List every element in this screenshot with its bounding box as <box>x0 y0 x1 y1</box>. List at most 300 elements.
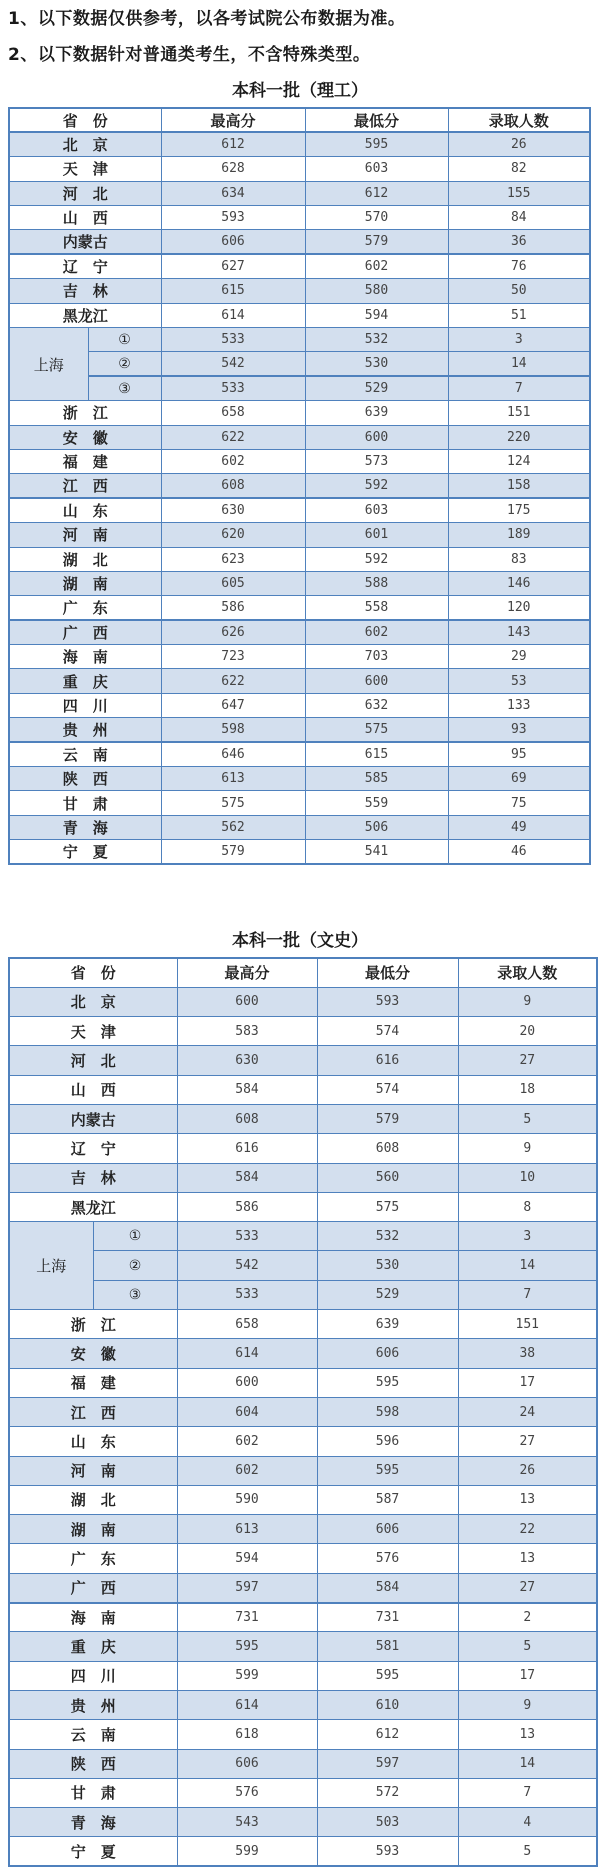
min-score-cell: 560 <box>317 1163 458 1192</box>
min-score-cell: 575 <box>305 718 448 742</box>
min-score-cell: 559 <box>305 791 448 815</box>
province-cell: 黑龙江 <box>9 1192 177 1221</box>
max-score-cell: 583 <box>177 1017 317 1046</box>
province-cell: 内蒙古 <box>9 1104 177 1133</box>
min-score-cell: 608 <box>317 1134 458 1163</box>
province-cell: 云 南 <box>9 1720 177 1749</box>
table-row <box>9 718 590 742</box>
province-cell: 山 西 <box>9 1075 177 1104</box>
max-score-cell: 584 <box>177 1075 317 1104</box>
admitted-count-cell: 5 <box>458 1104 597 1133</box>
header-admitted-count: 录取人数 <box>448 108 590 132</box>
min-score-cell: 606 <box>317 1515 458 1544</box>
table-row-shanghai <box>9 1222 597 1251</box>
max-score-cell: 612 <box>161 132 305 156</box>
max-score-cell: 606 <box>177 1749 317 1778</box>
table-row <box>9 1573 597 1602</box>
max-score-cell: 630 <box>177 1046 317 1075</box>
admitted-count-cell: 76 <box>448 254 590 278</box>
max-score-cell: 604 <box>177 1397 317 1426</box>
header-admitted-count: 录取人数 <box>458 958 597 987</box>
sub-batch-cell: ② <box>88 352 161 376</box>
max-score-cell: 618 <box>177 1720 317 1749</box>
admission-table-liberal-arts <box>8 957 598 1867</box>
admitted-count-cell: 49 <box>448 815 590 839</box>
max-score-cell: 576 <box>177 1778 317 1807</box>
header-row <box>9 108 590 132</box>
province-cell: 海 南 <box>9 645 161 669</box>
min-score-cell: 558 <box>305 596 448 620</box>
min-score-cell: 570 <box>305 206 448 230</box>
admitted-count-cell: 4 <box>458 1808 597 1837</box>
min-score-cell: 506 <box>305 815 448 839</box>
admitted-count-cell: 8 <box>458 1192 597 1221</box>
min-score-cell: 639 <box>317 1310 458 1339</box>
min-score-cell: 612 <box>305 181 448 205</box>
header-province: 省 份 <box>9 958 177 987</box>
table-row <box>9 767 590 791</box>
province-cell: 青 海 <box>9 815 161 839</box>
min-score-cell: 530 <box>305 352 448 376</box>
min-score-cell: 612 <box>317 1720 458 1749</box>
province-cell: 辽 宁 <box>9 254 161 278</box>
min-score-cell: 601 <box>305 523 448 547</box>
min-score-cell: 588 <box>305 571 448 595</box>
max-score-cell: 542 <box>161 352 305 376</box>
admitted-count-cell: 151 <box>448 401 590 425</box>
province-cell: 浙 江 <box>9 401 161 425</box>
admitted-count-cell: 20 <box>458 1017 597 1046</box>
admitted-count-cell: 38 <box>458 1339 597 1368</box>
admitted-count-cell: 27 <box>458 1427 597 1456</box>
min-score-cell: 595 <box>317 1368 458 1397</box>
max-score-cell: 590 <box>177 1485 317 1514</box>
province-cell: 宁 夏 <box>9 1837 177 1866</box>
max-score-cell: 543 <box>177 1808 317 1837</box>
header-min-score: 最低分 <box>305 108 448 132</box>
max-score-cell: 628 <box>161 157 305 181</box>
admitted-count-cell: 146 <box>448 571 590 595</box>
province-cell: 北 京 <box>9 132 161 156</box>
min-score-cell: 585 <box>305 767 448 791</box>
min-score-cell: 639 <box>305 401 448 425</box>
max-score-cell: 602 <box>177 1427 317 1456</box>
min-score-cell: 575 <box>317 1192 458 1221</box>
province-cell: 辽 宁 <box>9 1134 177 1163</box>
table-row <box>9 401 590 425</box>
min-score-cell: 703 <box>305 645 448 669</box>
table-row-shanghai <box>9 1280 597 1309</box>
province-cell: 广 西 <box>9 620 161 644</box>
province-cell: 甘 肃 <box>9 1778 177 1807</box>
table-row <box>9 279 590 303</box>
admitted-count-cell: 143 <box>448 620 590 644</box>
table-row <box>9 254 590 278</box>
table-row <box>9 1808 597 1837</box>
province-cell: 青 海 <box>9 1808 177 1837</box>
admitted-count-cell: 69 <box>448 767 590 791</box>
table-row <box>9 1134 597 1163</box>
table-row <box>9 596 590 620</box>
province-cell: 贵 州 <box>9 718 161 742</box>
min-score-cell: 615 <box>305 742 448 766</box>
min-score-cell: 606 <box>317 1339 458 1368</box>
province-cell: 重 庆 <box>9 1632 177 1661</box>
min-score-cell: 610 <box>317 1690 458 1719</box>
province-cell: 河 南 <box>9 523 161 547</box>
table-row <box>9 523 590 547</box>
table-row <box>9 157 590 181</box>
table-row <box>9 669 590 693</box>
table-row <box>9 987 597 1016</box>
table-row <box>9 1720 597 1749</box>
table-row <box>9 474 590 498</box>
province-cell: 内蒙古 <box>9 230 161 254</box>
min-score-cell: 597 <box>317 1749 458 1778</box>
table-row <box>9 1690 597 1719</box>
max-score-cell: 615 <box>161 279 305 303</box>
table-row <box>9 1485 597 1514</box>
province-cell: 陕 西 <box>9 767 161 791</box>
max-score-cell: 584 <box>177 1163 317 1192</box>
province-cell: 湖 北 <box>9 547 161 571</box>
admitted-count-cell: 5 <box>458 1837 597 1866</box>
table-row <box>9 1427 597 1456</box>
table-row <box>9 1661 597 1690</box>
table-row <box>9 303 590 327</box>
min-score-cell: 579 <box>317 1104 458 1133</box>
admitted-count-cell: 17 <box>458 1661 597 1690</box>
max-score-cell: 626 <box>161 620 305 644</box>
admitted-count-cell: 175 <box>448 498 590 522</box>
min-score-cell: 529 <box>305 376 448 400</box>
table-row <box>9 1515 597 1544</box>
min-score-cell: 595 <box>317 1661 458 1690</box>
max-score-cell: 614 <box>161 303 305 327</box>
max-score-cell: 608 <box>161 474 305 498</box>
admitted-count-cell: 7 <box>448 376 590 400</box>
admitted-count-cell: 29 <box>448 645 590 669</box>
province-cell: 海 南 <box>9 1603 177 1632</box>
admitted-count-cell: 9 <box>458 1134 597 1163</box>
max-score-cell: 647 <box>161 693 305 717</box>
admitted-count-cell: 120 <box>448 596 590 620</box>
admitted-count-cell: 9 <box>458 987 597 1016</box>
province-cell: 河 北 <box>9 1046 177 1075</box>
min-score-cell: 530 <box>317 1251 458 1280</box>
max-score-cell: 586 <box>177 1192 317 1221</box>
sub-batch-cell: ① <box>93 1222 177 1251</box>
sub-batch-cell: ③ <box>88 376 161 400</box>
max-score-cell: 658 <box>161 401 305 425</box>
max-score-cell: 586 <box>161 596 305 620</box>
max-score-cell: 542 <box>177 1251 317 1280</box>
min-score-cell: 731 <box>317 1603 458 1632</box>
admitted-count-cell: 17 <box>458 1368 597 1397</box>
max-score-cell: 593 <box>161 206 305 230</box>
max-score-cell: 627 <box>161 254 305 278</box>
min-score-cell: 503 <box>317 1808 458 1837</box>
admitted-count-cell: 46 <box>448 840 590 864</box>
header-max-score: 最高分 <box>177 958 317 987</box>
table-title-science: 本科一批（理工） <box>232 81 368 101</box>
province-cell: 天 津 <box>9 157 161 181</box>
min-score-cell: 573 <box>305 449 448 473</box>
max-score-cell: 731 <box>177 1603 317 1632</box>
min-score-cell: 595 <box>305 132 448 156</box>
admitted-count-cell: 83 <box>448 547 590 571</box>
province-cell-shanghai: 上海 <box>9 1222 93 1310</box>
admitted-count-cell: 7 <box>458 1280 597 1309</box>
admitted-count-cell: 13 <box>458 1544 597 1573</box>
table-row <box>9 840 590 864</box>
admitted-count-cell: 95 <box>448 742 590 766</box>
min-score-cell: 593 <box>317 987 458 1016</box>
min-score-cell: 595 <box>317 1456 458 1485</box>
admitted-count-cell: 151 <box>458 1310 597 1339</box>
province-cell: 江 西 <box>9 1397 177 1426</box>
table-row <box>9 1456 597 1485</box>
max-score-cell: 533 <box>177 1280 317 1309</box>
min-score-cell: 581 <box>317 1632 458 1661</box>
province-cell: 河 北 <box>9 181 161 205</box>
table-row <box>9 1163 597 1192</box>
table-row <box>9 1603 597 1632</box>
table-row <box>9 1310 597 1339</box>
province-cell: 四 川 <box>9 1661 177 1690</box>
table-title-liberal-arts: 本科一批（文史） <box>232 931 368 951</box>
min-score-cell: 574 <box>317 1017 458 1046</box>
table-row <box>9 815 590 839</box>
province-cell: 湖 南 <box>9 571 161 595</box>
min-score-cell: 592 <box>305 474 448 498</box>
province-cell: 河 南 <box>9 1456 177 1485</box>
admitted-count-cell: 51 <box>448 303 590 327</box>
province-cell: 广 东 <box>9 596 161 620</box>
admitted-count-cell: 36 <box>448 230 590 254</box>
table-row <box>9 1017 597 1046</box>
min-score-cell: 579 <box>305 230 448 254</box>
min-score-cell: 541 <box>305 840 448 864</box>
min-score-cell: 598 <box>317 1397 458 1426</box>
table-row <box>9 206 590 230</box>
max-score-cell: 600 <box>177 1368 317 1397</box>
admitted-count-cell: 124 <box>448 449 590 473</box>
table-row <box>9 1397 597 1426</box>
min-score-cell: 593 <box>317 1837 458 1866</box>
max-score-cell: 614 <box>177 1339 317 1368</box>
min-score-cell: 616 <box>317 1046 458 1075</box>
admitted-count-cell: 14 <box>448 352 590 376</box>
max-score-cell: 658 <box>177 1310 317 1339</box>
province-cell: 山 西 <box>9 206 161 230</box>
admitted-count-cell: 5 <box>458 1632 597 1661</box>
table-row <box>9 1046 597 1075</box>
min-score-cell: 592 <box>305 547 448 571</box>
admitted-count-cell: 53 <box>448 669 590 693</box>
table-row <box>9 425 590 449</box>
table-row <box>9 571 590 595</box>
max-score-cell: 533 <box>161 328 305 352</box>
min-score-cell: 632 <box>305 693 448 717</box>
table-row <box>9 645 590 669</box>
table-row <box>9 449 590 473</box>
table-row <box>9 1192 597 1221</box>
province-cell: 山 东 <box>9 1427 177 1456</box>
province-cell: 浙 江 <box>9 1310 177 1339</box>
admitted-count-cell: 18 <box>458 1075 597 1104</box>
table-row <box>9 1632 597 1661</box>
max-score-cell: 622 <box>161 425 305 449</box>
admitted-count-cell: 22 <box>458 1515 597 1544</box>
max-score-cell: 579 <box>161 840 305 864</box>
table-row <box>9 181 590 205</box>
table-row <box>9 742 590 766</box>
max-score-cell: 602 <box>161 449 305 473</box>
max-score-cell: 606 <box>161 230 305 254</box>
max-score-cell: 623 <box>161 547 305 571</box>
note-2: 2、以下数据针对普通类考生，不含特殊类型。 <box>8 45 371 65</box>
table-row <box>9 620 590 644</box>
max-score-cell: 723 <box>161 645 305 669</box>
min-score-cell: 532 <box>317 1222 458 1251</box>
province-cell: 贵 州 <box>9 1690 177 1719</box>
max-score-cell: 533 <box>177 1222 317 1251</box>
table-row-shanghai <box>9 328 590 352</box>
max-score-cell: 634 <box>161 181 305 205</box>
province-cell-shanghai: 上海 <box>9 328 88 401</box>
max-score-cell: 562 <box>161 815 305 839</box>
province-cell: 四 川 <box>9 693 161 717</box>
table-row <box>9 230 590 254</box>
province-cell: 重 庆 <box>9 669 161 693</box>
table-row <box>9 498 590 522</box>
table-row <box>9 1837 597 1866</box>
max-score-cell: 614 <box>177 1690 317 1719</box>
province-cell: 吉 林 <box>9 1163 177 1192</box>
table-row <box>9 132 590 156</box>
max-score-cell: 600 <box>177 987 317 1016</box>
admitted-count-cell: 13 <box>458 1485 597 1514</box>
admitted-count-cell: 84 <box>448 206 590 230</box>
min-score-cell: 532 <box>305 328 448 352</box>
table-row-shanghai <box>9 1251 597 1280</box>
province-cell: 广 东 <box>9 1544 177 1573</box>
province-cell: 北 京 <box>9 987 177 1016</box>
max-score-cell: 605 <box>161 571 305 595</box>
min-score-cell: 580 <box>305 279 448 303</box>
max-score-cell: 599 <box>177 1837 317 1866</box>
header-province: 省 份 <box>9 108 161 132</box>
min-score-cell: 576 <box>317 1544 458 1573</box>
max-score-cell: 597 <box>177 1573 317 1602</box>
min-score-cell: 574 <box>317 1075 458 1104</box>
table-row <box>9 1749 597 1778</box>
min-score-cell: 587 <box>317 1485 458 1514</box>
admitted-count-cell: 27 <box>458 1573 597 1602</box>
province-cell: 安 徽 <box>9 425 161 449</box>
sub-batch-cell: ① <box>88 328 161 352</box>
table-row <box>9 1368 597 1397</box>
admitted-count-cell: 27 <box>458 1046 597 1075</box>
sub-batch-cell: ③ <box>93 1280 177 1309</box>
province-cell: 甘 肃 <box>9 791 161 815</box>
min-score-cell: 600 <box>305 669 448 693</box>
min-score-cell: 584 <box>317 1573 458 1602</box>
table-row-shanghai <box>9 376 590 400</box>
admitted-count-cell: 14 <box>458 1251 597 1280</box>
admitted-count-cell: 82 <box>448 157 590 181</box>
admitted-count-cell: 13 <box>458 1720 597 1749</box>
header-min-score: 最低分 <box>317 958 458 987</box>
province-cell: 云 南 <box>9 742 161 766</box>
province-cell: 山 东 <box>9 498 161 522</box>
max-score-cell: 533 <box>161 376 305 400</box>
min-score-cell: 603 <box>305 157 448 181</box>
max-score-cell: 598 <box>161 718 305 742</box>
max-score-cell: 646 <box>161 742 305 766</box>
table-row <box>9 791 590 815</box>
max-score-cell: 599 <box>177 1661 317 1690</box>
province-cell: 黑龙江 <box>9 303 161 327</box>
sub-batch-cell: ② <box>93 1251 177 1280</box>
admitted-count-cell: 133 <box>448 693 590 717</box>
admitted-count-cell: 155 <box>448 181 590 205</box>
admitted-count-cell: 158 <box>448 474 590 498</box>
admitted-count-cell: 3 <box>448 328 590 352</box>
min-score-cell: 529 <box>317 1280 458 1309</box>
admitted-count-cell: 2 <box>458 1603 597 1632</box>
min-score-cell: 602 <box>305 254 448 278</box>
table-row <box>9 1075 597 1104</box>
province-cell: 吉 林 <box>9 279 161 303</box>
admitted-count-cell: 189 <box>448 523 590 547</box>
max-score-cell: 594 <box>177 1544 317 1573</box>
table-row <box>9 547 590 571</box>
admitted-count-cell: 10 <box>458 1163 597 1192</box>
min-score-cell: 594 <box>305 303 448 327</box>
province-cell: 湖 北 <box>9 1485 177 1514</box>
max-score-cell: 602 <box>177 1456 317 1485</box>
admission-table-science <box>8 107 591 865</box>
min-score-cell: 596 <box>317 1427 458 1456</box>
header-row <box>9 958 597 987</box>
max-score-cell: 608 <box>177 1104 317 1133</box>
province-cell: 安 徽 <box>9 1339 177 1368</box>
max-score-cell: 575 <box>161 791 305 815</box>
admitted-count-cell: 220 <box>448 425 590 449</box>
admitted-count-cell: 14 <box>458 1749 597 1778</box>
province-cell: 天 津 <box>9 1017 177 1046</box>
admitted-count-cell: 26 <box>448 132 590 156</box>
max-score-cell: 616 <box>177 1134 317 1163</box>
max-score-cell: 620 <box>161 523 305 547</box>
province-cell: 湖 南 <box>9 1515 177 1544</box>
province-cell: 福 建 <box>9 449 161 473</box>
table-row <box>9 1778 597 1807</box>
note-1: 1、以下数据仅供参考，以各考试院公布数据为准。 <box>8 9 406 29</box>
province-cell: 福 建 <box>9 1368 177 1397</box>
province-cell: 宁 夏 <box>9 840 161 864</box>
max-score-cell: 595 <box>177 1632 317 1661</box>
max-score-cell: 613 <box>161 767 305 791</box>
table-row <box>9 693 590 717</box>
min-score-cell: 602 <box>305 620 448 644</box>
admitted-count-cell: 75 <box>448 791 590 815</box>
admitted-count-cell: 24 <box>458 1397 597 1426</box>
table-row <box>9 1104 597 1133</box>
max-score-cell: 630 <box>161 498 305 522</box>
